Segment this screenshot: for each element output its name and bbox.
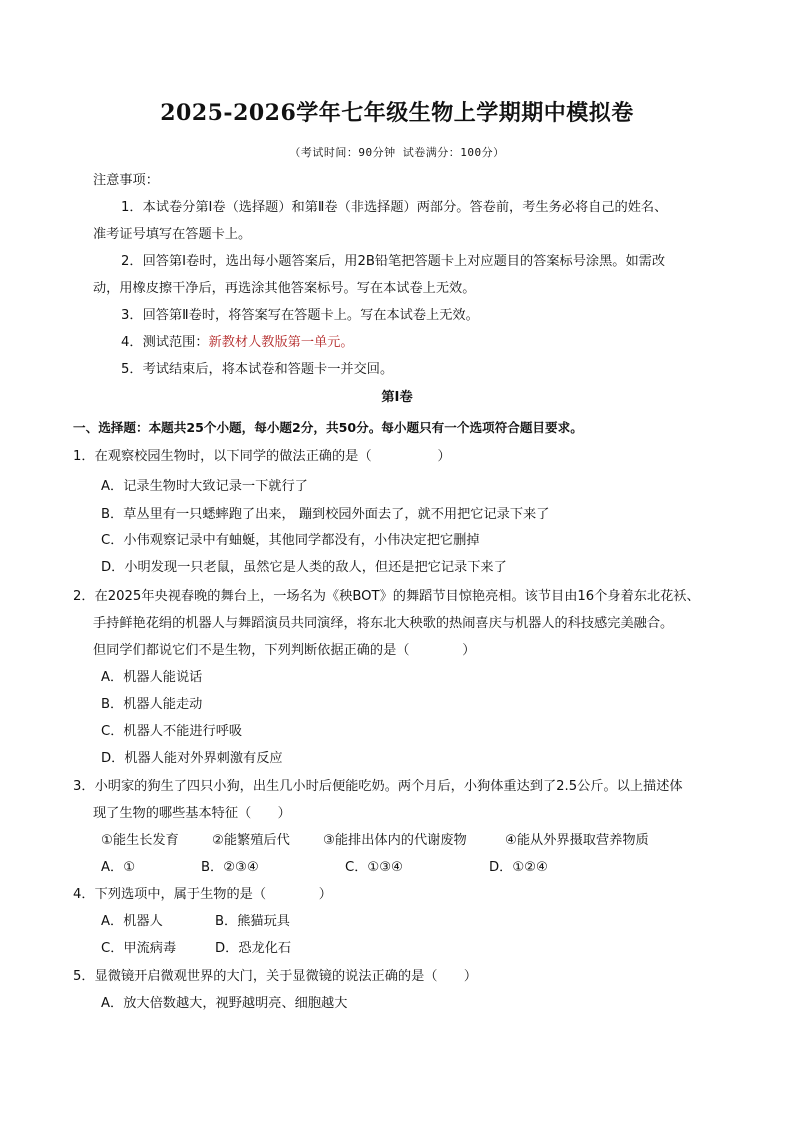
q3-feature-4: ④能从外界摄取营养物质 [505, 833, 649, 848]
q1-stem: 1．在观察校园生物时，以下同学的做法正确的是（ ） [73, 449, 451, 464]
q4-option-a: A．机器人 [101, 914, 163, 929]
q2-option-b: B．机器人能走动 [101, 697, 203, 712]
notes-item-5: 5．考试结束后，将本试卷和答题卡一并交回。 [121, 362, 394, 377]
q2-option-d: D．机器人能对外界刺激有反应 [101, 751, 283, 766]
q3-feature-3: ③能排出体内的代谢废物 [323, 833, 467, 848]
notes-item-1a: 1．本试卷分第Ⅰ卷（选择题）和第Ⅱ卷（非选择题）两部分。答卷前，考生务必将自己的姓名、 [121, 200, 668, 215]
q3-feature-1: ①能生长发育 [101, 833, 179, 848]
q1-option-b: B．草丛里有一只蟋蟀跑了出来， 蹦到校园外面去了，就不用把它记录下来了 [101, 507, 550, 522]
q4-stem: 4．下列选项中，属于生物的是（ ） [73, 887, 332, 902]
q1-option-d: D．小明发现一只老鼠，虽然它是人类的敌人，但还是把它记录下来了 [101, 560, 507, 575]
q3-option-b: B．②③④ [201, 860, 259, 875]
q2-stem-line1: 2．在2025年央视春晚的舞台上，一场名为《秧BOT》的舞蹈节目惊艳亮相。该节目由16个身着东北花袄、 [73, 589, 700, 604]
q4-option-c: C．甲流病毒 [101, 941, 177, 956]
q2-option-c: C．机器人不能进行呼吸 [101, 724, 243, 739]
q3-option-a: A．① [101, 860, 136, 875]
q1-option-a: A．记录生物时大致记录一下就行了 [101, 479, 308, 494]
q4-option-b: B．熊猫玩具 [215, 914, 290, 929]
q1-option-c: C．小伟观察记录中有蚰蜒，其他同学都没有，小伟决定把它删掉 [101, 533, 480, 548]
test-scope: 新教材人教版第一单元。 [208, 335, 354, 350]
notes-item-2b: 动，用橡皮擦干净后，再选涂其他答案标号。写在本试卷上无效。 [93, 281, 476, 296]
notes-item-2a: 2．回答第Ⅰ卷时，选出每小题答案后，用2B铅笔把答题卡上对应题目的答案标号涂黑。如需改 [121, 254, 666, 269]
q4-option-d: D．恐龙化石 [215, 941, 292, 956]
q3-option-d: D．①②④ [489, 860, 548, 875]
notes-heading: 注意事项： [93, 173, 159, 188]
q5-option-a: A．放大倍数越大，视野越明亮、细胞越大 [101, 996, 348, 1011]
q2-option-a: A．机器人能说话 [101, 670, 203, 685]
q3-feature-2: ②能繁殖后代 [212, 833, 290, 848]
section-instruction: 一、选择题：本题共25个小题，每小题2分，共50分。每小题只有一个选项符合题目要求。 [73, 420, 583, 435]
exam-subtitle: （考试时间：90分钟 试卷满分：100分） [289, 146, 505, 159]
notes-item-4-label: 4．测试范围： [121, 335, 209, 350]
exam-title: 2025-2026学年七年级生物上学期期中模拟卷 [160, 100, 634, 126]
q3-stem-line1: 3．小明家的狗生了四只小狗，出生几小时后便能吃奶。两个月后，小狗体重达到了2.5公斤。以上描述体 [73, 779, 683, 794]
q3-option-c: C．①③④ [345, 860, 403, 875]
notes-item-3: 3．回答第Ⅱ卷时，将答案写在答题卡上。写在本试卷上无效。 [121, 308, 479, 323]
q5-stem: 5．显微镜开启微观世界的大门，关于显微镜的说法正确的是（ ） [73, 969, 478, 984]
notes-item-1b: 准考证号填写在答题卡上。 [93, 227, 252, 242]
q2-stem-line3: 但同学们都说它们不是生物，下列判断依据正确的是（ ） [93, 643, 476, 658]
notes-item-4 [121, 334, 354, 352]
q3-stem-line2: 现了生物的哪些基本特征（ ） [93, 806, 291, 821]
q2-stem-line2: 手持鲜艳花绢的机器人与舞蹈演员共同演绎，将东北大秧歌的热闹喜庆与机器人的科技感完美融合。 [93, 616, 674, 631]
section-title: 第Ⅰ卷 [381, 390, 413, 405]
